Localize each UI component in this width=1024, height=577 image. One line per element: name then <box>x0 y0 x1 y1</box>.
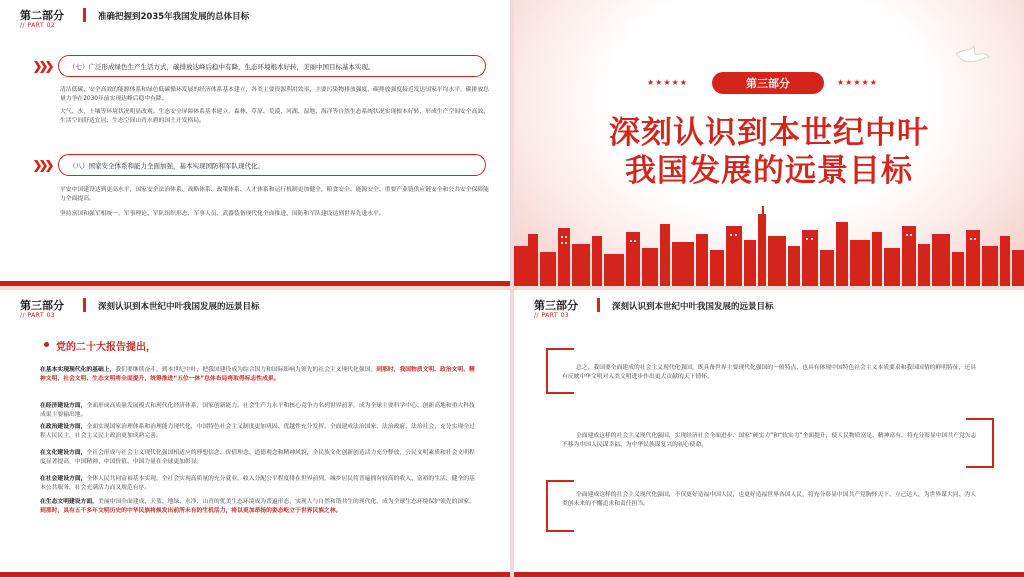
footer-bar <box>0 572 510 577</box>
keyword: 在经济建设方面， <box>40 403 87 409</box>
header-divider <box>597 298 600 312</box>
part-badge: 第三部分 <box>712 72 824 94</box>
slide-part-two[interactable] <box>0 0 510 286</box>
keyword: 在生态文明建设方面， <box>40 499 98 505</box>
goal-seven-paragraph-1: 清洁低碳、安全高效的能源体系和绿色低碳循环发展的经济体系基本建立，各类主要资源利用效率、主要污染物排放强度、碳排放强度接近发达国家平均水平，碳排放总量力争在2030年前实现达峰后稳中有降。 <box>60 87 489 102</box>
paragraph-text: 全体人民共同富裕基本实现，全社会实现高质量的充分就业，收入分配公平程度排在世界前列，城乡居民将普遍拥有较高的收入、富裕的生活、健全的基本公共服务，社会充满活力而又规范有序。 <box>40 476 475 491</box>
section-label: 第三部分 <box>534 299 578 312</box>
slide-title: 深刻认识到本世纪中叶我国发展的远景目标 <box>98 302 260 312</box>
section-label: 第三部分 <box>20 299 64 312</box>
slide-header <box>514 290 1024 320</box>
box-border <box>546 530 574 532</box>
slide-part-three-report[interactable] <box>0 290 510 577</box>
paragraph-politics <box>40 423 480 441</box>
part-label: // PART 02 <box>20 22 56 29</box>
goal-eight-paragraph-2: 坚持富国和强军相统一，军事理论、军队组织形态、军事人员、武器装备现代化全面推进，国防和军队建设达到世界先进水平。 <box>60 211 385 217</box>
box-border <box>992 418 994 468</box>
summary-paragraph-3: 全面建成这样的社会主义现代化强国，不仅更好造福中国人民，也更好造福世界各国人民，将充分彰显中国共产党胸怀天下、立己达人，为世界谋大同、为人类创未来的不懈追求和责任担当。 <box>562 492 976 507</box>
keyword: 在基本实现现代化的基础上， <box>40 367 116 373</box>
bullet-dot-icon <box>44 342 49 347</box>
goal-eight-paragraph-1: 平安中国建设达到更高水平，国家安全法治体系、战略体系、政策体系、人才体系和运行机制更加健全，粮食安全、能源安全、重要产业链供应链安全和公共安全保障能力全面提高。 <box>60 187 489 202</box>
box-border <box>966 466 994 468</box>
chevron-arrows-icon <box>34 160 52 172</box>
paragraph-foundation <box>40 366 480 384</box>
slide-title: 准确把握到2035年我国发展的总体目标 <box>98 12 250 22</box>
stars-right-icon: ★★★★★ <box>837 78 878 87</box>
goal-seven-paragraph-2: 大气、水、土壤等环境状况明显改观。生态安全屏障体系基本建立，森林、草原、荒漠、河湖、湿地、海洋等自然生态系统状况实现根本好转，形成生产空间安全高效、生活空间舒适宜居、生态空间山青水碧的国土开发格局。 <box>60 109 489 124</box>
slide-part-three-summary[interactable] <box>514 290 1024 577</box>
keyword: 在政治建设方面， <box>40 424 87 430</box>
box-border <box>546 480 548 532</box>
part-label: // PART 03 <box>534 312 570 319</box>
goal-seven-pill: （七）广泛形成绿色生产生活方式，碳排放达峰后稳中有降，生态环境根本好转，美丽中国目标基本实现。 <box>58 55 486 77</box>
chevron-arrows-icon <box>34 61 52 73</box>
section-label: 第二部分 <box>20 9 64 22</box>
box-border <box>966 418 994 420</box>
keyword: 在社会建设方面， <box>40 476 87 482</box>
keyword: 在文化建设方面， <box>40 450 87 456</box>
slide-header <box>0 0 510 30</box>
box-border <box>546 348 574 350</box>
lead-heading: 党的二十大报告提出， <box>56 342 156 353</box>
box-border <box>546 348 548 394</box>
highlight-text: 到那时，具有五千多年文明历史的中华民族将焕发出前所未有的生机活力，将以更加昂扬的姿态屹立于世界民族之林。 <box>40 508 342 514</box>
paragraph-text: 我们要继续奋斗，到本世纪中叶，把我国建设成为综合国力和国际影响力领先的社会主义现代化强国。 <box>115 367 377 373</box>
slide-part-three-cover[interactable] <box>514 0 1024 286</box>
paragraph-text: 美丽中国全面建成，天蓝、地绿、水净、山青的优美生态环境成为普遍形态，实现人与自然和谐共生的现代化，成为全球生态环境保护领先的国家。 <box>97 499 475 505</box>
cover-title-line-2: 我国发展的远景目标 <box>625 153 913 189</box>
box-border <box>546 480 574 482</box>
paragraph-text: 全面实现国家治理体系和治理能力现代化，中国特色社会主义制度更加巩固、优越性充分发挥，全面建成法治国家、法治政府、法治社会，充分实现全过程人民民主，社会主义民主政治更加成熟完善。 <box>40 424 475 439</box>
header-divider <box>83 298 86 312</box>
footer-bar <box>0 281 510 286</box>
summary-paragraph-2: 全面建成这样的社会主义现代化强国，实现经济社会全面进步、国家“硬实力”和“软实力”全面提升，使人民物质富足、精神富有，将充分彰显中国共产党矢志不移为中国人民谋幸福、为中华民族谋复兴的初心使命。 <box>562 433 977 448</box>
summary-paragraph-1: 总之，我国要全面建成的社会主义现代化强国，既具备世界主要现代化强国的一般特点，也具有体现中国特色社会主义本质要求和我国国情的鲜明特征，还具有反映中华文明对人类文明进步作出更大贡献的天下情怀。 <box>562 365 976 380</box>
footer-bar <box>514 572 1024 577</box>
slide-header <box>0 290 510 320</box>
paragraph-text: 全社会形成与社会主义现代化强国相适应的理想信念、价值理念、道德观念和精神风貌，全民族文化创新创造活力充分释放，公民文明素质和社会文明程度显著提高，中国精神、中国价值、中国力量在全球更加彰显。 <box>40 450 475 465</box>
paragraph-economy <box>40 402 480 420</box>
stars-left-icon: ★★★★★ <box>647 78 688 87</box>
box-border <box>546 392 574 394</box>
slide-title: 深刻认识到本世纪中叶我国发展的远景目标 <box>612 302 774 312</box>
dove-icon <box>954 42 990 66</box>
header-divider <box>83 8 86 22</box>
paragraph-text: 全面形成高质量发展模式和现代化经济体系，国家创新能力、社会生产力水平和核心竞争力名列世界前茅，成为全球主要科学中心、创新高地和重大科技成果主要输出地。 <box>40 403 475 418</box>
goal-eight-pill: （八）国家安全体系和能力全面加强，基本实现国防和军队现代化。 <box>58 154 486 176</box>
paragraph-culture <box>40 449 480 467</box>
highlight-text: 到那时，我国物质文明、政治文明、精神文明、社会文明、生态文明将全面提升，统筹推进“五位一体”总体布局将取得标志性成果。 <box>40 367 475 382</box>
part-label: // PART 03 <box>20 312 56 319</box>
paragraph-society <box>40 475 480 493</box>
paragraph-ecology <box>40 498 480 516</box>
cover-title-line-1: 深刻认识到本世纪中叶 <box>609 115 929 151</box>
city-skyline-icon <box>514 206 1024 286</box>
